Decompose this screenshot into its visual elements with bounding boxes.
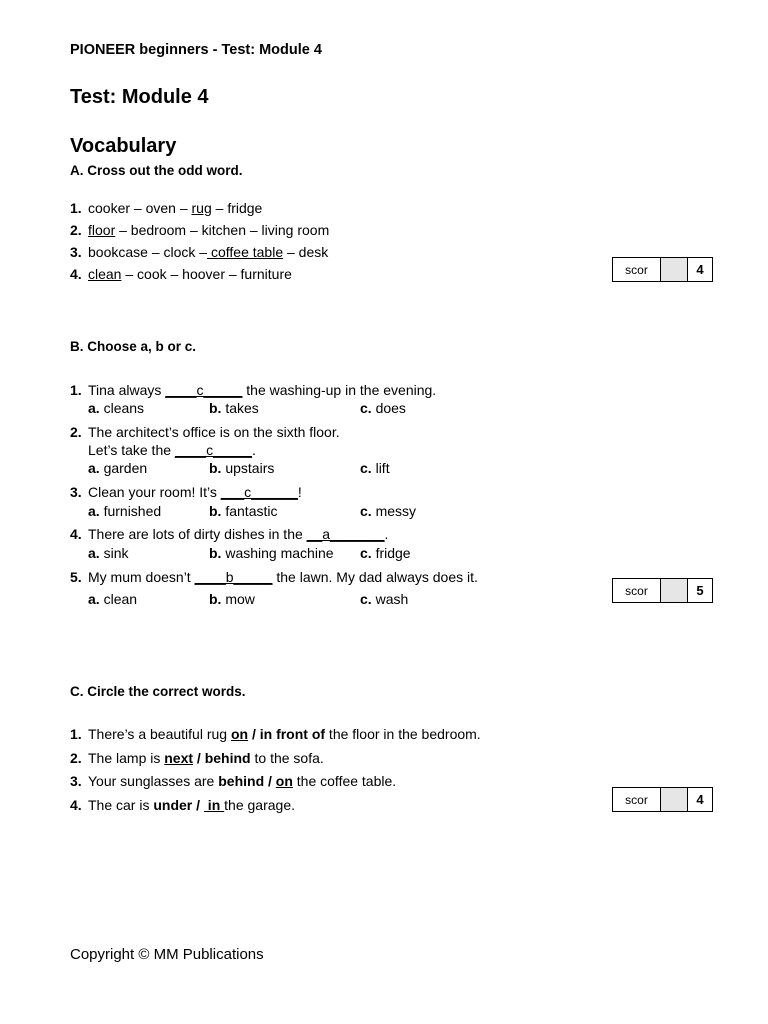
part-a-item-1: 1. cooker – oven – rug – fridge [70,200,263,216]
chosen-word: on [275,773,293,789]
score-value: 4 [696,262,704,277]
part-c-item-3: 3. Your sunglasses are behind / on the coffee table. [70,773,397,789]
option-c: c. does [360,400,406,416]
document-header: PIONEER beginners - Test: Module 4 [70,42,322,58]
part-b-score-box [612,578,713,603]
option-c: c. fridge [360,545,411,561]
answer-blank: __a_______ [306,526,385,542]
score-label: scor [613,788,661,811]
odd-word: rug [191,200,212,216]
part-b-item-1: 1. Tina always ____c_____ the washing-up in the evening. [70,382,437,398]
answer-blank: ____b_____ [194,569,273,585]
part-c-item-1: 1. There’s a beautiful rug on / in front of the floor in the bedroom. [70,726,481,742]
part-b-item-4: 4. There are lots of dirty dishes in the __a_______. [70,526,389,542]
option-b: b. takes [209,400,259,416]
score-label: scor [613,258,661,281]
option-b: b. mow [209,591,255,607]
part-a-item-2: 2. floor – bedroom – kitchen – living room [70,222,330,238]
test-title: Test: Module 4 [70,86,209,108]
part-a-item-4: 4. clean – cook – hoover – furniture [70,266,292,282]
chosen-word: next [164,750,194,766]
part-b-item-3: 3. Clean your room! It’s ___c______! [70,484,302,500]
answer-blank: ___c______ [220,484,298,500]
chosen-word: in [203,797,225,813]
option-a: a. garden [88,460,148,476]
copyright-footer: Copyright © MM Publications [70,946,264,963]
score-entry-cell [661,579,688,602]
score-value: 5 [696,583,704,598]
option-b: b. upstairs [209,460,275,476]
option-c: c. messy [360,503,417,519]
part-c-heading: C. Circle the correct words. [70,684,246,699]
score-label: scor [613,579,661,602]
option-a: a. cleans [88,400,145,416]
chosen-word: on [230,726,249,742]
answer-blank: ____c_____ [165,382,243,398]
part-c-item-2: 2. The lamp is next / behind to the sofa. [70,750,324,766]
part-b-item-2-line2: Let’s take the ____c_____. [88,442,256,458]
score-entry-cell [661,258,688,281]
score-value: 4 [696,792,704,807]
option-c: c. wash [360,591,409,607]
part-b-heading: B. Choose a, b or c. [70,339,197,354]
part-b-options-5 [88,591,508,609]
part-c-score-box [612,787,713,812]
part-a-heading: A. Cross out the odd word. [70,163,243,178]
odd-word: clean [88,266,122,282]
option-a: a. clean [88,591,138,607]
part-b-options-2 [88,460,508,478]
part-b-options-4 [88,545,508,563]
option-c: c. lift [360,460,390,476]
part-b-options-1 [88,400,508,418]
part-a-score-box [612,257,713,282]
score-entry-cell [661,788,688,811]
option-b: b. washing machine [209,545,334,561]
part-b-item-5: 5. My mum doesn’t ____b_____ the lawn. My dad always does it. [70,569,478,585]
option-b: b. fantastic [209,503,278,519]
option-a: a. furnished [88,503,162,519]
odd-word: coffee table [207,244,284,260]
part-b-options-3 [88,503,508,521]
section-title: Vocabulary [70,135,177,157]
part-c-item-4: 4. The car is under / in the garage. [70,797,295,813]
odd-word: floor [88,222,116,238]
answer-blank: ____c_____ [174,442,252,458]
part-a-item-3: 3. bookcase – clock – coffee table – desk [70,244,329,260]
part-b-item-2: 2. The architect’s office is on the sixth floor. [70,424,340,440]
option-a: a. sink [88,545,129,561]
